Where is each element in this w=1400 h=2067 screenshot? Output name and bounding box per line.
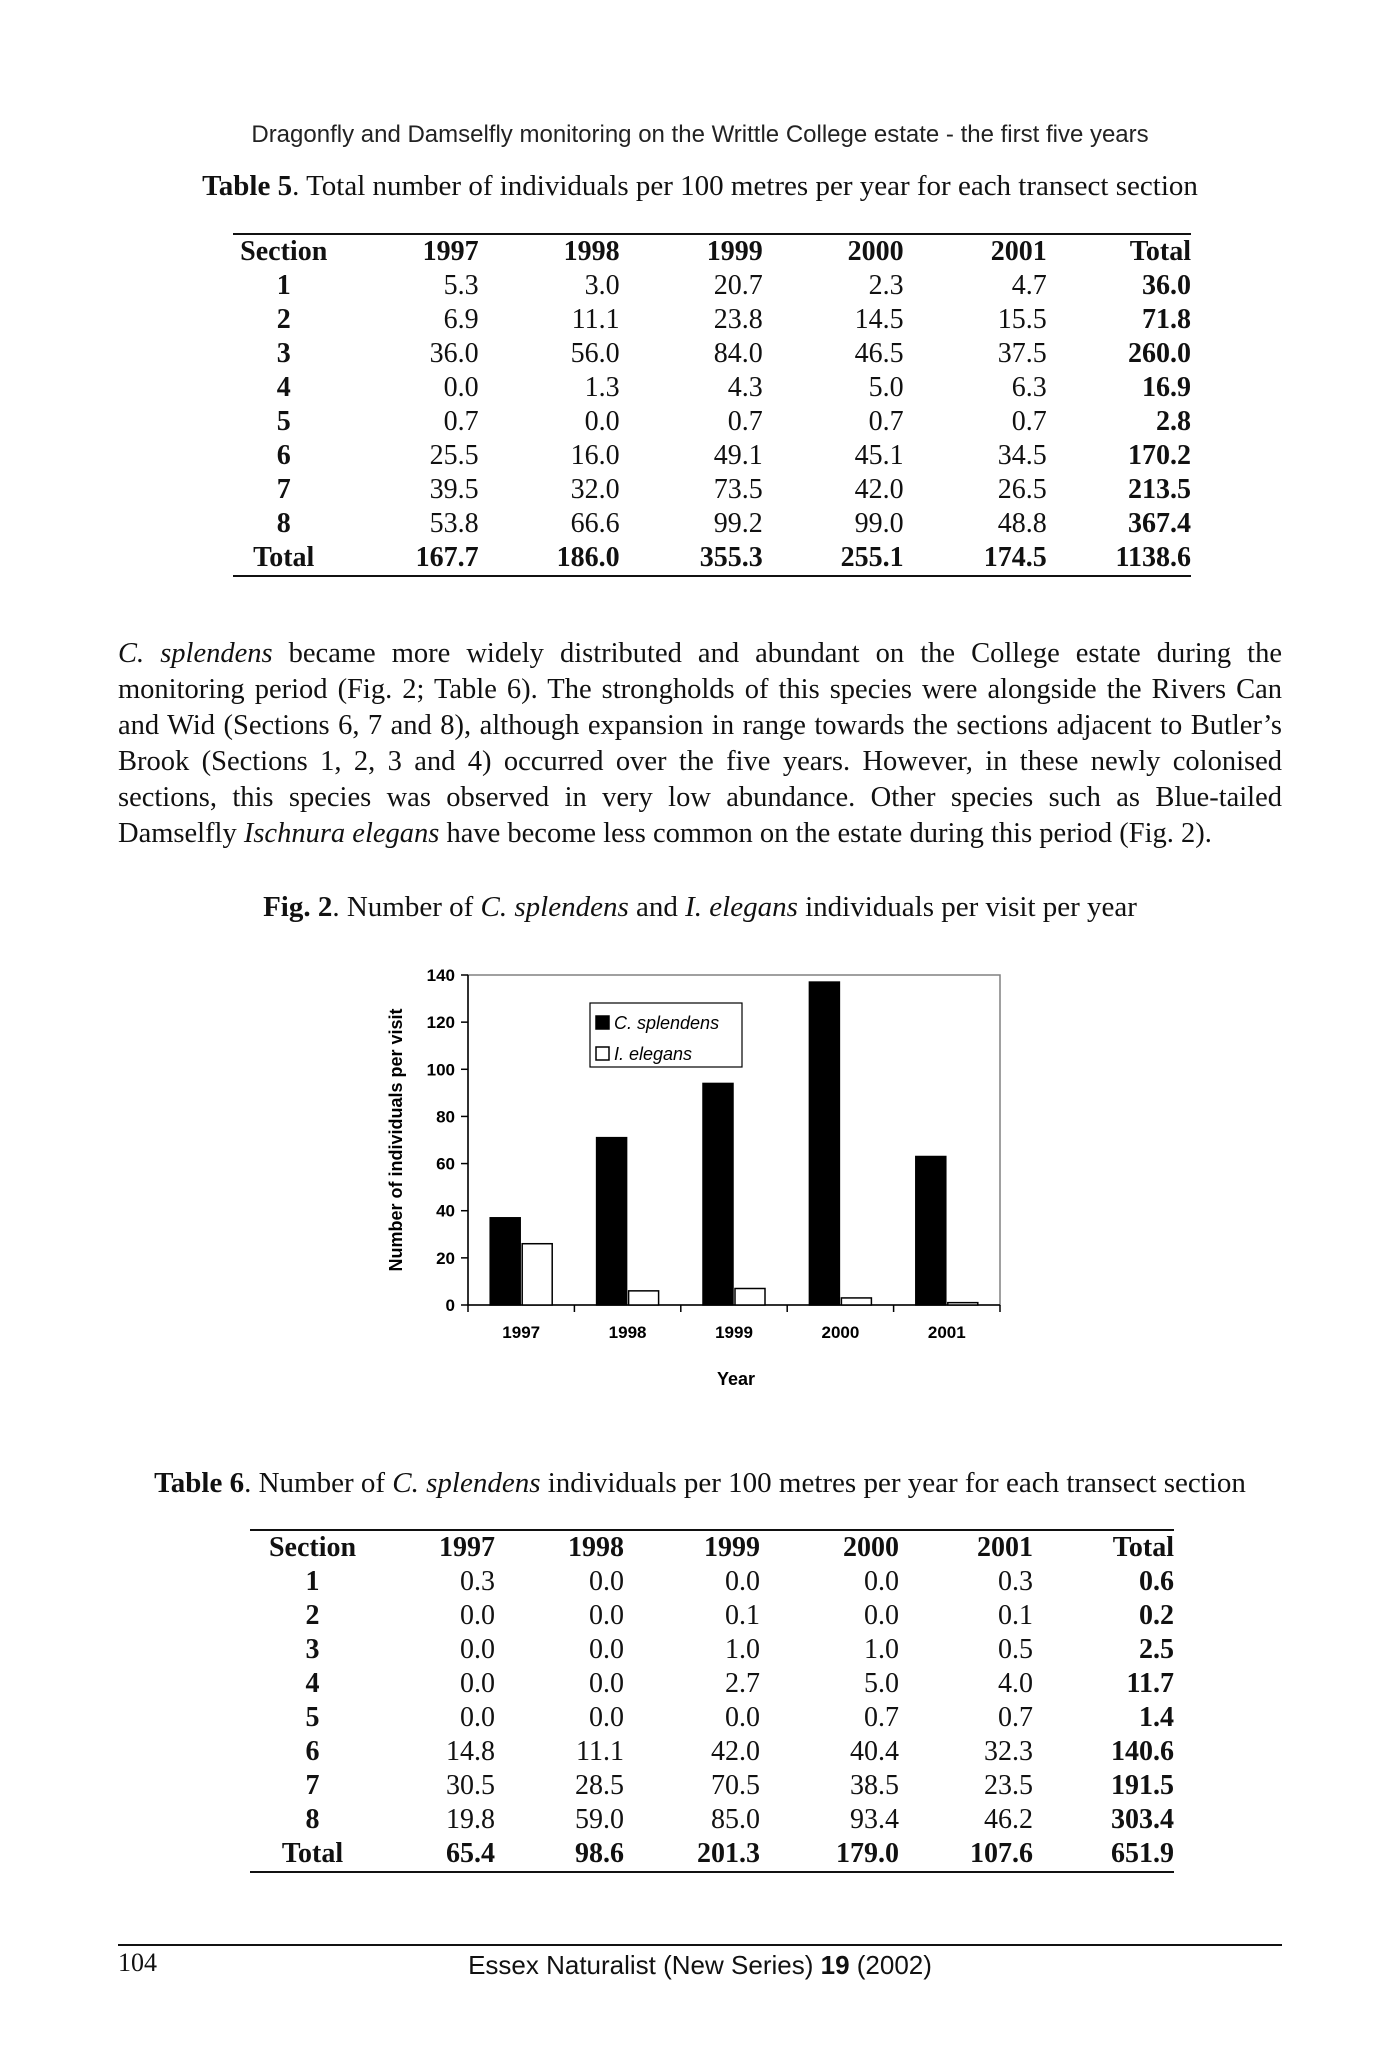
table-cell: 0.7 — [443, 406, 479, 437]
table-cell: 1138.6 — [1047, 541, 1191, 576]
table-row — [250, 1837, 1174, 1872]
table6-label: Table 6 — [154, 1467, 245, 1499]
table-cell: 36.0 — [429, 338, 479, 369]
row-label: 7 — [305, 1770, 320, 1801]
table-cell: 11.1 — [571, 304, 620, 335]
x-tick-label: 2000 — [821, 1323, 860, 1342]
table-cell: 71.8 — [1142, 304, 1191, 335]
column-header: Section — [233, 234, 334, 269]
table-row — [250, 1735, 1174, 1769]
table-cell: 107.6 — [899, 1837, 1033, 1872]
table-cell: 0.0 — [460, 1600, 495, 1631]
row-label: 3 — [305, 1634, 320, 1665]
table-cell: 53.8 — [429, 508, 479, 539]
row-label: 5 — [305, 1702, 320, 1733]
footer-rule — [118, 1944, 1282, 1946]
column-header: 2000 — [760, 1530, 899, 1565]
column-header: 2001 — [899, 1530, 1033, 1565]
y-tick-label: 120 — [426, 1013, 455, 1033]
table-cell: 46.2 — [984, 1804, 1033, 1835]
x-tick-label: 2001 — [927, 1323, 966, 1342]
fig2-caption-text-2: and — [628, 891, 686, 923]
fig2-label: Fig. 2 — [263, 891, 333, 923]
column-header: Total — [1033, 1530, 1174, 1565]
table-cell: 213.5 — [1128, 474, 1191, 505]
table-cell: 93.4 — [850, 1804, 899, 1835]
row-label: 3 — [276, 338, 291, 369]
table-cell: 99.0 — [854, 508, 904, 539]
table-cell: 19.8 — [446, 1804, 495, 1835]
bar-c-splendens — [916, 1157, 946, 1306]
row-label: 2 — [276, 304, 291, 335]
table-cell: 5.0 — [864, 1668, 899, 1699]
bar-i-elegans — [522, 1244, 552, 1305]
table-cell: 0.0 — [589, 1668, 624, 1699]
column-header: 1998 — [479, 234, 620, 269]
table-cell: 0.7 — [868, 406, 904, 437]
table6-caption-text-1: . Number of — [244, 1467, 393, 1499]
table-cell: 99.2 — [713, 508, 763, 539]
table-cell: 2.8 — [1156, 406, 1191, 437]
table-cell: 11.1 — [576, 1736, 624, 1767]
table-row — [250, 1565, 1174, 1599]
table-row — [250, 1633, 1174, 1667]
table-cell: 2.5 — [1139, 1634, 1174, 1665]
table-cell: 255.1 — [763, 541, 904, 576]
bar-c-splendens — [490, 1218, 520, 1305]
table-cell: 0.0 — [589, 1634, 624, 1665]
table-cell: 0.0 — [725, 1566, 760, 1597]
table-cell: 0.7 — [1011, 406, 1047, 437]
table-cell: 4.0 — [998, 1668, 1033, 1699]
bar-c-splendens — [703, 1083, 733, 1305]
column-header: Total — [1047, 234, 1191, 269]
table-cell: 38.5 — [850, 1770, 899, 1801]
x-tick-label: 1997 — [502, 1323, 541, 1342]
column-header: 1999 — [624, 1530, 760, 1565]
legend-swatch — [596, 1016, 609, 1029]
table-cell: 42.0 — [711, 1736, 760, 1767]
paragraph-text-1: became more widely distributed and abundant on the College estate during the monitoring period (Fig. 2; Table 6). The strongholds of this species were alongside the Rivers Can and Wid (Sections 6, 7 and 8), although expansion in range towards the sections adjacent to Butler’s Brook (Sections 1, 2, 3 and 4) occurred over the five years. However, in these newly colonised sections, this species was observed in very low abundance. Other species such as Blue-tailed Damselfly — [118, 638, 1282, 849]
table-cell: 2.7 — [725, 1668, 760, 1699]
table-cell: 1.0 — [725, 1634, 760, 1665]
row-label: 8 — [305, 1804, 320, 1835]
table-cell: 15.5 — [997, 304, 1047, 335]
table-cell: 0.0 — [589, 1600, 624, 1631]
row-label: 2 — [305, 1600, 320, 1631]
x-tick-label: 1999 — [715, 1323, 753, 1342]
table-cell: 23.5 — [984, 1770, 1033, 1801]
table-cell: 73.5 — [713, 474, 763, 505]
table-cell: 0.6 — [1139, 1566, 1174, 1597]
y-tick-label: 40 — [436, 1201, 455, 1221]
table-cell: 98.6 — [495, 1837, 624, 1872]
row-label: Total — [233, 541, 334, 576]
row-label: 6 — [276, 440, 291, 471]
row-label: 1 — [305, 1566, 320, 1597]
table6-species-c: C. splendens — [392, 1467, 541, 1499]
species-name-c-splendens: C. splendens — [118, 638, 273, 669]
column-header: 1997 — [334, 234, 478, 269]
table-cell: 2.3 — [868, 270, 904, 301]
x-axis-title: Year — [716, 1369, 756, 1389]
table-cell: 37.5 — [997, 338, 1047, 369]
y-tick-label: 100 — [426, 1060, 455, 1080]
table-cell: 16.0 — [570, 440, 620, 471]
y-axis-title: Number of individuals per visit — [386, 1008, 406, 1272]
table-cell: 30.5 — [446, 1770, 495, 1801]
table-cell: 14.5 — [854, 304, 904, 335]
bar-c-splendens — [809, 982, 839, 1305]
y-tick-label: 80 — [436, 1107, 455, 1127]
table-cell: 167.7 — [334, 541, 478, 576]
table-cell: 170.2 — [1128, 440, 1191, 471]
table-cell: 0.0 — [460, 1668, 495, 1699]
table-cell: 4.3 — [727, 372, 763, 403]
table-cell: 25.5 — [429, 440, 479, 471]
table-cell: 0.0 — [584, 406, 620, 437]
table-cell: 201.3 — [624, 1837, 760, 1872]
row-label: 4 — [305, 1668, 320, 1699]
table-cell: 174.5 — [904, 541, 1047, 576]
column-header: 2001 — [904, 234, 1047, 269]
table-cell: 0.3 — [998, 1566, 1033, 1597]
table-cell: 11.7 — [1126, 1668, 1174, 1699]
legend-label: I. elegans — [614, 1044, 693, 1064]
table-cell: 14.8 — [446, 1736, 495, 1767]
table-cell: 48.8 — [997, 508, 1047, 539]
table-cell: 191.5 — [1111, 1770, 1174, 1801]
fig2-species-i: I. elegans — [685, 891, 798, 923]
row-label: 7 — [276, 474, 291, 505]
bar-i-elegans — [735, 1289, 765, 1306]
table-cell: 303.4 — [1111, 1804, 1174, 1835]
row-label: 1 — [276, 270, 291, 301]
table-cell: 85.0 — [711, 1804, 760, 1835]
table-cell: 0.3 — [460, 1566, 495, 1597]
table-cell: 28.5 — [575, 1770, 624, 1801]
y-tick-label: 0 — [445, 1296, 455, 1315]
table-cell: 34.5 — [997, 440, 1047, 471]
table-cell: 6.9 — [443, 304, 479, 335]
table-cell: 20.7 — [713, 270, 763, 301]
table-cell: 45.1 — [854, 440, 904, 471]
table-cell: 355.3 — [620, 541, 763, 576]
table-cell: 0.7 — [998, 1702, 1033, 1733]
legend-label: C. splendens — [614, 1013, 720, 1033]
journal-name: Essex Naturalist (New Series) — [468, 1950, 821, 1980]
fig2-caption-text-3: individuals per visit per year — [797, 891, 1137, 923]
table-cell: 0.0 — [725, 1702, 760, 1733]
column-header: 1998 — [495, 1530, 624, 1565]
row-label: 6 — [305, 1736, 320, 1767]
table5-caption-text: . Total number of individuals per 100 metres per year for each transect section — [292, 170, 1198, 202]
table-cell: 23.8 — [713, 304, 763, 335]
bar-i-elegans — [629, 1291, 659, 1305]
y-tick-label: 140 — [426, 966, 455, 985]
table-cell: 6.3 — [1011, 372, 1047, 403]
table-row — [250, 1803, 1174, 1837]
table-cell: 65.4 — [375, 1837, 495, 1872]
table6-caption-text-2: individuals per 100 metres per year for each transect section — [540, 1467, 1246, 1499]
table-cell: 0.7 — [864, 1702, 899, 1733]
table-cell: 0.1 — [998, 1600, 1033, 1631]
bar-c-splendens — [597, 1138, 627, 1305]
table-cell: 179.0 — [760, 1837, 899, 1872]
table-row — [250, 1769, 1174, 1803]
table-cell: 186.0 — [479, 541, 620, 576]
paragraph-text-2: have become less common on the estate during this period (Fig. 2). — [439, 818, 1212, 849]
table-cell: 32.0 — [570, 474, 620, 505]
row-label: 4 — [276, 372, 291, 403]
table-cell: 0.0 — [589, 1566, 624, 1597]
table-cell: 140.6 — [1111, 1736, 1174, 1767]
table-cell: 0.0 — [589, 1702, 624, 1733]
journal-volume: 19 — [820, 1950, 850, 1980]
y-tick-label: 20 — [436, 1248, 455, 1268]
table-cell: 3.0 — [584, 270, 620, 301]
journal-citation — [0, 1950, 1400, 1981]
row-label: 5 — [276, 406, 291, 437]
table-cell: 0.0 — [864, 1566, 899, 1597]
table-cell: 0.2 — [1139, 1600, 1174, 1631]
table-cell: 56.0 — [570, 338, 620, 369]
table-cell: 1.4 — [1139, 1702, 1174, 1733]
legend-swatch — [596, 1047, 609, 1060]
table-cell: 26.5 — [997, 474, 1047, 505]
table-cell: 651.9 — [1033, 1837, 1174, 1872]
species-name-i-elegans: Ischnura elegans — [243, 818, 440, 849]
bar-i-elegans — [841, 1298, 871, 1305]
table-cell: 40.4 — [850, 1736, 899, 1767]
row-label: 8 — [276, 508, 291, 539]
fig2-species-c: C. splendens — [480, 891, 629, 923]
table-cell: 49.1 — [713, 440, 763, 471]
table-cell: 16.9 — [1142, 372, 1191, 403]
table-cell: 0.5 — [998, 1634, 1033, 1665]
table6-header-row — [250, 1530, 1174, 1565]
table-cell: 39.5 — [429, 474, 479, 505]
table-cell: 1.0 — [864, 1634, 899, 1665]
table-cell: 0.0 — [864, 1600, 899, 1631]
table-cell: 0.7 — [727, 406, 763, 437]
column-header: 2000 — [763, 234, 904, 269]
table-cell: 42.0 — [854, 474, 904, 505]
bar-i-elegans — [948, 1303, 978, 1305]
running-head: Dragonfly and Damselfly monitoring on the Writtle College estate - the first five years — [251, 121, 1149, 148]
column-header: 1997 — [375, 1530, 495, 1565]
table-cell: 5.0 — [868, 372, 904, 403]
fig2-caption-text-1: . Number of — [332, 891, 481, 923]
table-cell: 5.3 — [443, 270, 479, 301]
table-cell: 59.0 — [575, 1804, 624, 1835]
table-cell: 0.1 — [725, 1600, 760, 1631]
column-header: Section — [250, 1530, 375, 1565]
table5-label: Table 5 — [202, 170, 293, 202]
table6-body — [250, 1565, 1174, 1872]
table-cell: 66.6 — [570, 508, 620, 539]
table-cell: 260.0 — [1128, 338, 1191, 369]
table-row — [250, 1701, 1174, 1735]
table-row — [250, 1599, 1174, 1633]
table-row — [250, 1667, 1174, 1701]
row-label: Total — [250, 1837, 375, 1872]
table-6 — [250, 1529, 1174, 1873]
table-cell: 0.0 — [443, 372, 479, 403]
column-header: 1999 — [620, 234, 763, 269]
table-cell: 70.5 — [711, 1770, 760, 1801]
table-cell: 36.0 — [1142, 270, 1191, 301]
table-cell: 1.3 — [584, 372, 620, 403]
table6-caption — [0, 1465, 1400, 1501]
y-tick-label: 60 — [436, 1154, 455, 1174]
table-cell: 46.5 — [854, 338, 904, 369]
page-number: 104 — [118, 1948, 157, 1977]
journal-year: (2002) — [849, 1950, 932, 1980]
table-cell: 32.3 — [984, 1736, 1033, 1767]
table-cell: 0.0 — [460, 1702, 495, 1733]
table-cell: 84.0 — [713, 338, 763, 369]
table-cell: 4.7 — [1011, 270, 1047, 301]
table-cell: 0.0 — [460, 1634, 495, 1665]
table-cell: 367.4 — [1128, 508, 1191, 539]
x-tick-label: 1998 — [608, 1323, 647, 1342]
